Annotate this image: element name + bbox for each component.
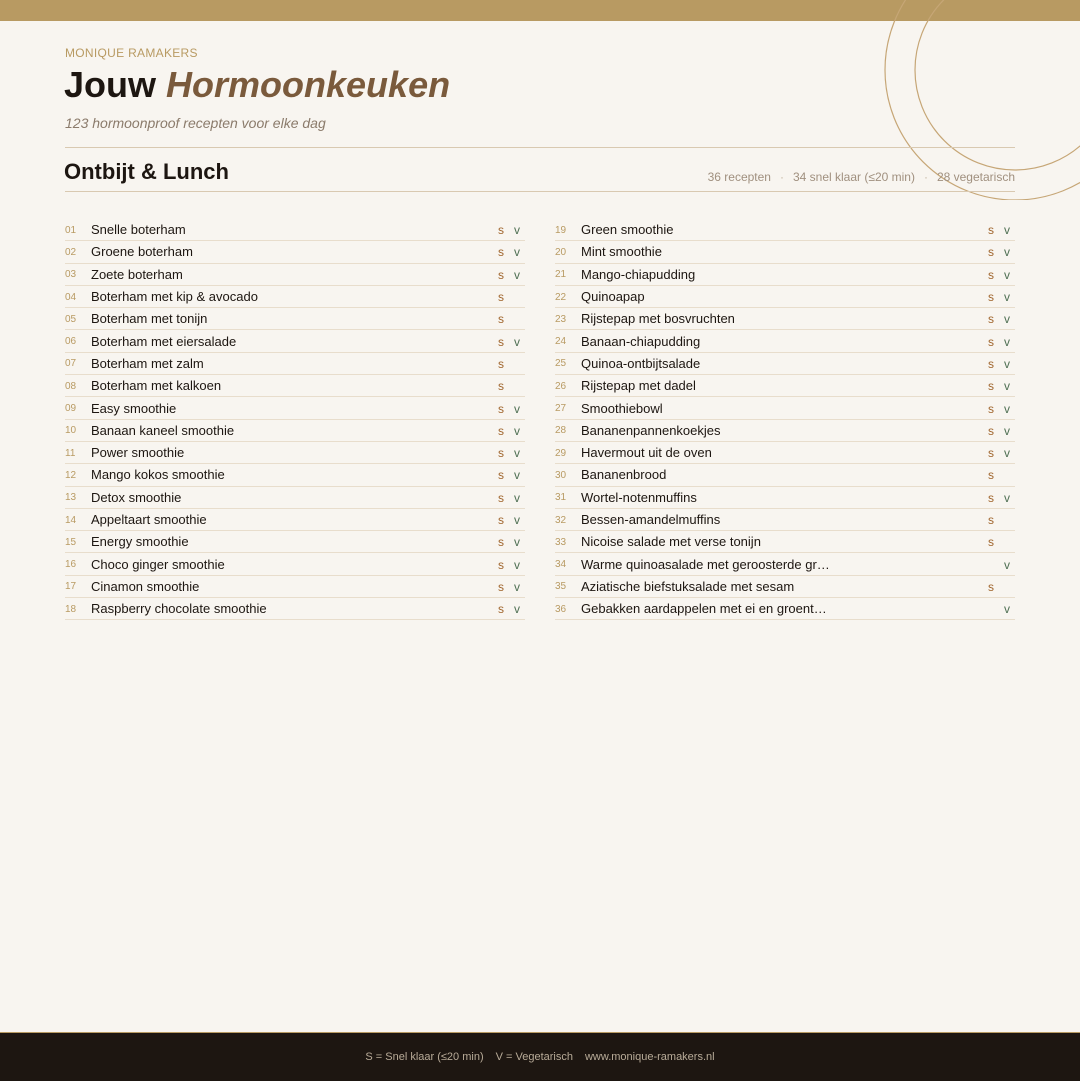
- recipe-row[interactable]: [65, 353, 525, 375]
- title-plain: Jouw: [64, 64, 157, 105]
- recipe-name: Mango kokos smoothie: [91, 467, 225, 483]
- recipe-row[interactable]: [65, 308, 525, 330]
- vegetarian-flag: v: [1004, 245, 1010, 260]
- legend-vegetarisch: V = Vegetarisch: [495, 1051, 573, 1063]
- quick-flag: s: [988, 356, 994, 371]
- vegetarian-flag: v: [1004, 423, 1010, 438]
- recipe-number: 10: [65, 425, 77, 437]
- website-link[interactable]: www.monique-ramakers.nl: [584, 1051, 715, 1063]
- quick-flag: s: [498, 379, 504, 394]
- recipe-number: 34: [555, 559, 567, 571]
- vegetarian-flag: v: [514, 535, 520, 550]
- section-divider: [65, 191, 1015, 192]
- legend-snel: S = Snel klaar (≤20 min): [365, 1051, 484, 1063]
- vegetarian-flag: v: [514, 245, 520, 260]
- recipe-name: Rijstepap met dadel: [581, 378, 696, 394]
- brand-name: MONIQUE RAMAKERS: [65, 46, 198, 60]
- recipe-row[interactable]: [65, 487, 525, 509]
- quick-flag: s: [988, 401, 994, 416]
- quick-flag: s: [988, 468, 994, 483]
- recipe-name: Zoete boterham: [91, 266, 183, 282]
- recipe-name: Detox smoothie: [91, 489, 182, 505]
- recipe-name: Raspberry chocolate smoothie: [91, 601, 267, 617]
- quick-flag: s: [498, 423, 504, 438]
- recipe-name: Cinamon smoothie: [91, 578, 200, 594]
- quick-flag: s: [498, 490, 504, 505]
- quick-flag: s: [498, 334, 504, 349]
- recipe-name: Green smoothie: [581, 222, 674, 238]
- recipe-row[interactable]: [555, 286, 1015, 308]
- recipe-name: Mango-chiapudding: [581, 266, 696, 282]
- recipe-row[interactable]: [555, 442, 1015, 464]
- recipe-number: 12: [65, 469, 77, 481]
- recipe-row[interactable]: [555, 308, 1015, 330]
- recipe-number: 06: [65, 336, 77, 348]
- recipe-number: 08: [65, 380, 77, 392]
- recipe-name: Banaan-chiapudding: [581, 333, 701, 349]
- recipe-row[interactable]: [555, 509, 1015, 531]
- recipe-row[interactable]: [555, 464, 1015, 486]
- vegetarian-flag: v: [514, 557, 520, 572]
- recipe-row[interactable]: [555, 487, 1015, 509]
- recipe-number: 32: [555, 514, 567, 526]
- decorative-circle-inner: [915, 0, 1080, 170]
- stat-separator: ·: [923, 170, 928, 184]
- recipe-name: Quinoa-ontbijtsalade: [581, 355, 701, 371]
- recipe-name: Wortel-notenmuffins: [581, 489, 697, 505]
- vegetarian-flag: v: [514, 267, 520, 282]
- quick-flag: s: [498, 223, 504, 238]
- recipe-number: 01: [65, 224, 77, 236]
- vegetarian-flag: v: [1004, 490, 1010, 505]
- recipe-row[interactable]: [555, 241, 1015, 263]
- recipe-row[interactable]: [65, 442, 525, 464]
- vegetarian-flag: v: [1004, 557, 1010, 572]
- recipe-number: 36: [555, 603, 567, 615]
- page-subtitle: 123 hormoonproof recepten voor elke dag: [65, 115, 326, 131]
- recipe-number: 26: [555, 380, 567, 392]
- vegetarian-flag: v: [1004, 290, 1010, 305]
- recipe-name: Quinoapap: [581, 289, 645, 305]
- quick-flag: s: [498, 602, 504, 617]
- recipe-row[interactable]: [65, 553, 525, 575]
- recipe-name: Bananenbrood: [581, 467, 667, 483]
- recipe-name: Gebakken aardappelen met ei en groent…: [581, 601, 827, 617]
- recipe-row[interactable]: [555, 420, 1015, 442]
- vegetarian-flag: v: [1004, 379, 1010, 394]
- recipe-name: Boterham met tonijn: [91, 311, 208, 327]
- section-title: Ontbijt & Lunch: [64, 159, 229, 184]
- recipe-row[interactable]: [555, 576, 1015, 598]
- recipe-name: Mint smoothie: [581, 244, 662, 260]
- quick-flag: s: [988, 290, 994, 305]
- vegetarian-flag: v: [514, 401, 520, 416]
- stat-separator: ·: [779, 170, 784, 184]
- recipe-number: 14: [65, 514, 77, 526]
- recipe-number: 02: [65, 246, 77, 258]
- header-divider: [65, 147, 1015, 148]
- quick-flag: s: [498, 290, 504, 305]
- recipe-name: Boterham met kip & avocado: [91, 289, 258, 305]
- recipe-name: Bananenpannenkoekjes: [581, 422, 721, 438]
- recipe-name: Bessen-amandelmuffins: [581, 512, 721, 527]
- recipe-number: 11: [65, 447, 76, 459]
- vegetarian-flag: v: [1004, 223, 1010, 238]
- recipe-number: 16: [65, 559, 77, 571]
- recipe-row[interactable]: [65, 576, 525, 598]
- recipe-number: 21: [555, 269, 567, 281]
- page-title: [64, 64, 450, 106]
- recipe-row[interactable]: [65, 286, 525, 308]
- quick-flag: s: [988, 334, 994, 349]
- quick-flag: s: [988, 423, 994, 438]
- recipe-name: Nicoise salade met verse tonijn: [581, 534, 761, 550]
- recipe-name: Banaan kaneel smoothie: [91, 422, 235, 438]
- vegetarian-flag: v: [514, 446, 520, 461]
- recipe-row[interactable]: [555, 353, 1015, 375]
- recipe-number: 33: [555, 536, 567, 548]
- recipe-row[interactable]: [65, 531, 525, 553]
- recipe-number: 05: [65, 313, 77, 325]
- recipe-number: 35: [555, 581, 567, 593]
- vegetarian-flag: v: [514, 423, 520, 438]
- quick-flag: s: [988, 579, 994, 594]
- recipe-name: Appeltaart smoothie: [91, 512, 207, 527]
- quick-flag: s: [988, 535, 994, 550]
- recipe-name: Snelle boterham: [91, 222, 186, 238]
- vegetarian-flag: v: [514, 602, 520, 617]
- recipe-name: Rijstepap met bosvruchten: [581, 311, 735, 327]
- quick-flag: s: [988, 312, 994, 327]
- quick-flag: s: [498, 267, 504, 282]
- recipe-row[interactable]: [65, 420, 525, 442]
- quick-flag: s: [988, 490, 994, 505]
- quick-flag: s: [988, 446, 994, 461]
- recipe-number: 09: [65, 403, 77, 415]
- quick-flag: s: [498, 356, 504, 371]
- recipe-list-right: [555, 219, 1015, 620]
- recipe-name: Easy smoothie: [91, 400, 177, 416]
- stat-recipe-count: 36 recepten: [707, 170, 771, 184]
- recipe-name: Groene boterham: [91, 244, 193, 260]
- recipe-name: Boterham met kalkoen: [91, 378, 222, 394]
- footer: [0, 1032, 1080, 1081]
- recipe-row[interactable]: [555, 330, 1015, 352]
- quick-flag: s: [498, 468, 504, 483]
- vegetarian-flag: v: [1004, 401, 1010, 416]
- recipe-row[interactable]: [555, 598, 1015, 620]
- quick-flag: s: [498, 401, 504, 416]
- stat-vegetarian-count: 28 vegetarisch: [936, 170, 1015, 184]
- vegetarian-flag: v: [1004, 334, 1010, 349]
- recipe-row[interactable]: [65, 264, 525, 286]
- recipe-name: Havermout uit de oven: [581, 445, 712, 461]
- recipe-number: 19: [555, 224, 567, 236]
- recipe-name: Power smoothie: [91, 445, 185, 461]
- recipe-number: 24: [555, 336, 567, 348]
- recipe-row[interactable]: [65, 464, 525, 486]
- vegetarian-flag: v: [514, 579, 520, 594]
- recipe-number: 22: [555, 291, 567, 303]
- quick-flag: s: [988, 513, 994, 527]
- vegetarian-flag: v: [514, 513, 520, 527]
- recipe-row[interactable]: [555, 553, 1015, 575]
- recipe-row[interactable]: [65, 241, 525, 263]
- recipe-name: Choco ginger smoothie: [91, 556, 225, 572]
- recipe-number: 03: [65, 269, 77, 281]
- title-accent: Hormoonkeuken: [166, 64, 451, 105]
- recipe-number: 15: [65, 536, 77, 548]
- quick-flag: s: [498, 557, 504, 572]
- quick-flag: s: [498, 513, 504, 527]
- recipe-row[interactable]: [555, 531, 1015, 553]
- section-stats: [708, 170, 1015, 184]
- recipe-row[interactable]: [65, 509, 525, 531]
- recipe-number: 30: [555, 469, 567, 481]
- quick-flag: s: [988, 245, 994, 260]
- recipe-list-left: [65, 219, 525, 620]
- recipe-row[interactable]: [65, 219, 525, 241]
- quick-flag: s: [498, 446, 504, 461]
- recipe-number: 04: [65, 291, 77, 303]
- quick-flag: s: [988, 267, 994, 282]
- recipe-number: 28: [555, 425, 567, 437]
- vegetarian-flag: v: [514, 490, 520, 505]
- recipe-number: 20: [555, 246, 567, 258]
- recipe-row[interactable]: [555, 219, 1015, 241]
- recipe-number: 13: [65, 492, 77, 504]
- vegetarian-flag: v: [1004, 312, 1010, 327]
- recipe-row[interactable]: [65, 375, 525, 397]
- recipe-name: Boterham met eiersalade: [91, 333, 237, 349]
- recipe-name: Boterham met zalm: [91, 355, 204, 371]
- vegetarian-flag: v: [514, 334, 520, 349]
- recipe-number: 27: [555, 403, 567, 415]
- vegetarian-flag: v: [1004, 356, 1010, 371]
- quick-flag: s: [498, 312, 504, 327]
- recipe-row[interactable]: [555, 264, 1015, 286]
- recipe-row[interactable]: [65, 330, 525, 352]
- quick-flag: s: [498, 579, 504, 594]
- vegetarian-flag: v: [514, 468, 520, 483]
- vegetarian-flag: v: [1004, 602, 1010, 617]
- recipe-number: 29: [555, 447, 567, 459]
- recipe-row[interactable]: [65, 598, 525, 620]
- vegetarian-flag: v: [1004, 267, 1010, 282]
- recipe-number: 23: [555, 313, 567, 325]
- recipe-number: 25: [555, 358, 567, 370]
- quick-flag: s: [988, 223, 994, 238]
- recipe-number: 07: [65, 358, 77, 370]
- recipe-name: Smoothiebowl: [581, 400, 663, 416]
- recipe-row[interactable]: [555, 397, 1015, 419]
- stat-quick-count: 34 snel klaar (≤20 min): [792, 170, 915, 184]
- recipe-number: 17: [65, 581, 77, 593]
- top-accent-bar: [0, 0, 1080, 21]
- quick-flag: s: [988, 379, 994, 394]
- recipe-number: 18: [65, 603, 77, 615]
- quick-flag: s: [498, 245, 504, 260]
- recipe-name: Aziatische biefstuksalade met sesam: [581, 578, 795, 594]
- vegetarian-flag: v: [514, 223, 520, 238]
- recipe-name: Energy smoothie: [91, 534, 189, 550]
- quick-flag: s: [498, 535, 504, 550]
- recipe-number: 31: [555, 492, 567, 504]
- recipe-name: Warme quinoasalade met geroosterde gr…: [581, 556, 830, 572]
- vegetarian-flag: v: [1004, 446, 1010, 461]
- recipe-row[interactable]: [555, 375, 1015, 397]
- recipe-row[interactable]: [65, 397, 525, 419]
